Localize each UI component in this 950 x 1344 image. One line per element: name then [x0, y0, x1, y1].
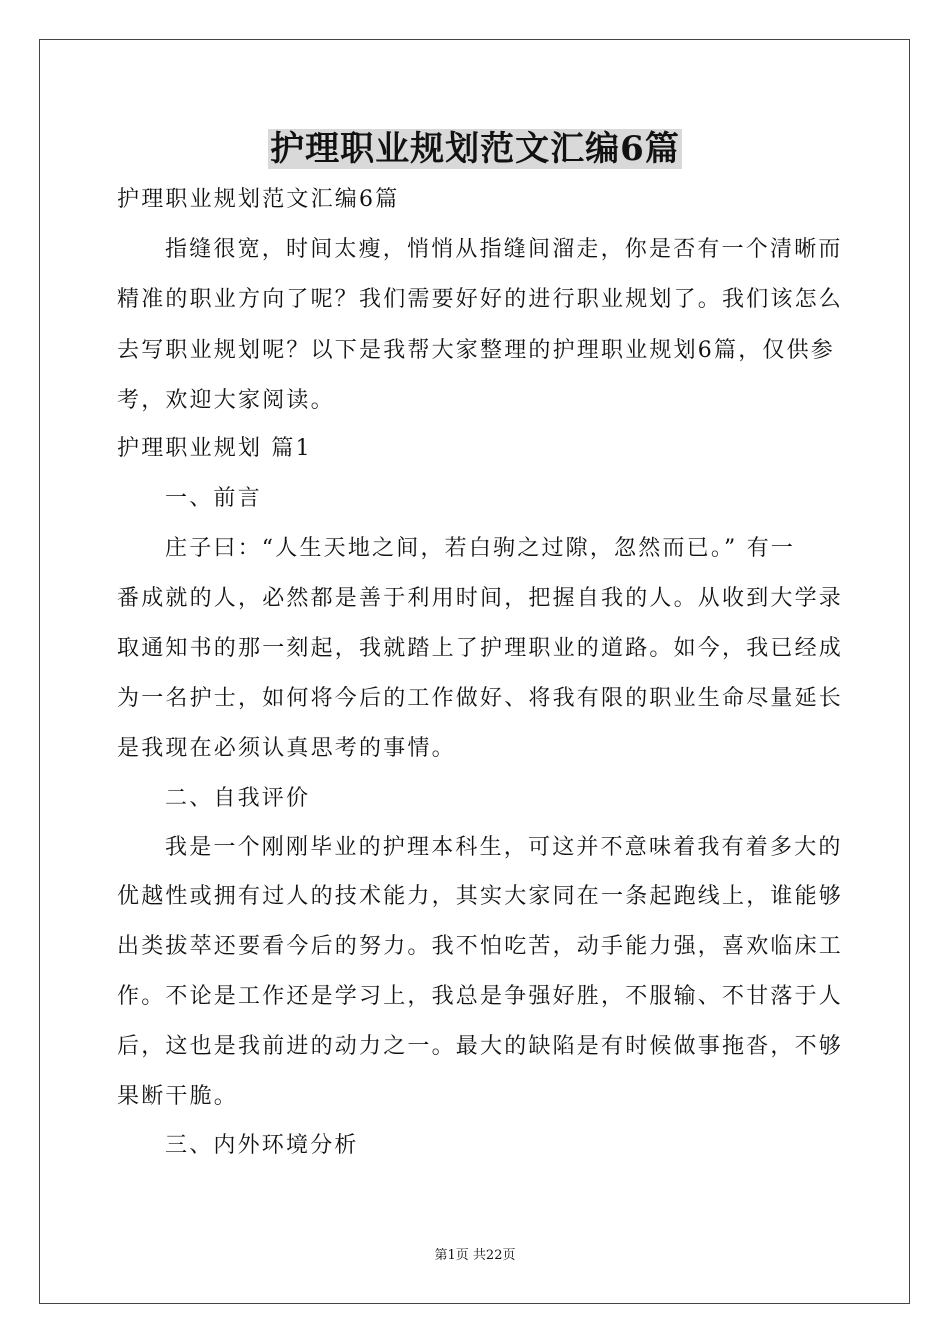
intro-line: 考，欢迎大家阅读。: [117, 388, 335, 413]
paragraph-line: 取通知书的那一刻起，我就踏上了护理职业的道路。如今，我已经成: [117, 636, 844, 661]
intro-line: 精准的职业方向了呢？我们需要好好的进行职业规划了。我们该怎么: [117, 287, 844, 312]
paragraph-line: 优越性或拥有过人的技术能力，其实大家同在一条起跑线上，谁能够: [117, 884, 844, 909]
paragraph-line: 果断干脆。: [117, 1084, 239, 1109]
heading-environment-analysis: 三、内外环境分析: [165, 1133, 359, 1158]
paragraph-line: 出类拔萃还要看今后的努力。我不怕吃苦，动手能力强，喜欢临床工: [117, 934, 844, 959]
paragraph-line: 庄子曰：“人生天地之间，若白驹之过隙，忽然而已。” 有一: [165, 536, 796, 561]
page-number: 第1页 共22页: [434, 1248, 516, 1263]
paragraph-line: 作。不论是工作还是学习上，我总是争强好胜，不服输、不甘落于人: [117, 984, 844, 1009]
paragraph-line: 后，这也是我前进的动力之一。最大的缺陷是有时候做事拖沓，不够: [117, 1034, 844, 1059]
paragraph-line: 番成就的人，必然都是善于利用时间，把握自我的人。从收到大学录: [117, 586, 844, 611]
paragraph-line: 我是一个刚刚毕业的护理本科生，可这并不意味着我有着多大的: [165, 835, 843, 860]
intro-line: 去写职业规划呢？以下是我帮大家整理的护理职业规划6篇，仅供参: [117, 338, 835, 363]
document-title: 护理职业规划范文汇编6篇: [270, 129, 680, 169]
paragraph-line: 为一名护士，如何将今后的工作做好、将我有限的职业生命尽量延长: [117, 686, 844, 711]
paragraph-line: 是我现在必须认真思考的事情。: [117, 736, 456, 761]
heading-self-evaluation: 二、自我评价: [165, 786, 311, 811]
section-heading: 护理职业规划 篇1: [117, 436, 312, 461]
intro-line: 指缝很宽，时间太瘦，悄悄从指缝间溜走，你是否有一个清晰而: [165, 237, 843, 262]
document-subtitle: 护理职业规划范文汇编6篇: [117, 187, 400, 212]
page-border: [39, 39, 910, 1304]
heading-preface: 一、前言: [165, 486, 262, 511]
